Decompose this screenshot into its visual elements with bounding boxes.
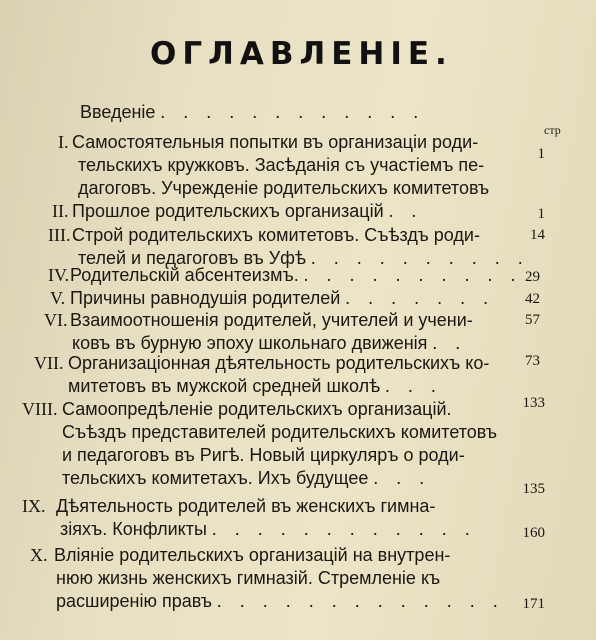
toc-page-number: 135	[522, 481, 545, 497]
toc-entry-number: VII.	[34, 353, 64, 373]
toc-entry-number: V.	[50, 288, 66, 308]
toc-entry-line: тельскихъ комитетахъ. Ихъ будущее . . .	[62, 468, 431, 488]
toc-entry-line: Самоопредѣленiе родительскихъ организацiй.	[62, 399, 452, 419]
toc-entry-line: Влiянiе родительскихъ организацiй на внутрен-	[54, 545, 451, 565]
toc-entry-line: Прошлое родительскихъ организацiй . .	[72, 201, 424, 221]
toc-entry-number: I.	[58, 132, 69, 152]
page-column-header: стр	[544, 123, 561, 137]
toc-page-number: 133	[522, 395, 545, 411]
toc-entry-line: расширенiю правъ . . . . . . . . . . . . .	[56, 591, 505, 611]
toc-entry-line: ковъ въ бурную эпоху школьнаго движенiя . .	[72, 333, 467, 353]
toc-entry-line: Родительскiй абсентеизмъ. . . . . . . . . . .	[70, 265, 523, 285]
toc-page-number: 29	[525, 269, 540, 285]
toc-entry-line: дагоговъ. Учрежденiе родительскихъ комитетовъ	[78, 178, 490, 198]
toc-entry-line: Дѣятельность родителей въ женскихъ гимна-	[56, 496, 436, 516]
toc-entry-number: VIII.	[22, 399, 58, 419]
toc-page-number: 42	[525, 291, 540, 307]
toc-entry-number: II.	[52, 201, 69, 221]
toc-entry-line: Строй родительскихъ комитетовъ. Съѣздъ роди-	[72, 225, 480, 245]
toc-page-number: 160	[522, 525, 545, 541]
toc-entry-number: X.	[30, 545, 48, 565]
toc-entry-line: и педагоговъ въ Ригѣ. Новый циркуляръ о роди-	[62, 445, 465, 465]
toc-page-number: 14	[530, 227, 545, 243]
toc-page-number: 73	[525, 353, 540, 369]
toc-entry-line: митетовъ въ мужской средней школѣ . . .	[68, 376, 443, 396]
toc-entry-line: телей и педагоговъ въ Уфѣ . . . . . . . . . .	[78, 248, 530, 268]
toc-page-number: 1	[537, 206, 545, 222]
toc-page-number: 57	[525, 312, 540, 328]
toc-entry-line: Съѣздъ представителей родительскихъ комитетовъ	[62, 422, 498, 442]
toc-entry-label: Введенiе	[80, 102, 156, 122]
toc-leader-dots: . . . . . . . . . . . .	[160, 102, 425, 122]
toc-entry-line: Самостоятельныя попытки въ организацiи роди-	[72, 132, 479, 152]
toc-entry-line: Организацiонная дѣятельность родительскихъ ко-	[68, 353, 490, 373]
toc-page-number: 1	[537, 146, 545, 162]
toc-entry-number: IV.	[48, 265, 70, 285]
toc-entry-number: III.	[48, 225, 71, 245]
toc-entry-line: нюю жизнь женскихъ гимназiй. Стремленiе къ	[56, 568, 441, 588]
toc-entry-intro-text	[80, 101, 425, 123]
page-title: ОГЛАВЛЕНIЕ.	[150, 36, 453, 72]
toc-entry-number: IX.	[22, 496, 46, 516]
toc-entry-line: тельскихъ кружковъ. Засѣданiя съ участiемъ пе-	[78, 155, 485, 175]
toc-page-number: 171	[522, 596, 545, 612]
toc-entry-number: VI.	[44, 310, 68, 330]
toc-entry-line: Причины равнодушiя родителей . . . . . . .	[70, 288, 495, 308]
toc-entry-line: Взаимоотношенiя родителей, учителей и учени-	[70, 310, 473, 330]
toc-entry-line: зiяхъ. Конфликты . . . . . . . . . . . .	[60, 519, 477, 539]
